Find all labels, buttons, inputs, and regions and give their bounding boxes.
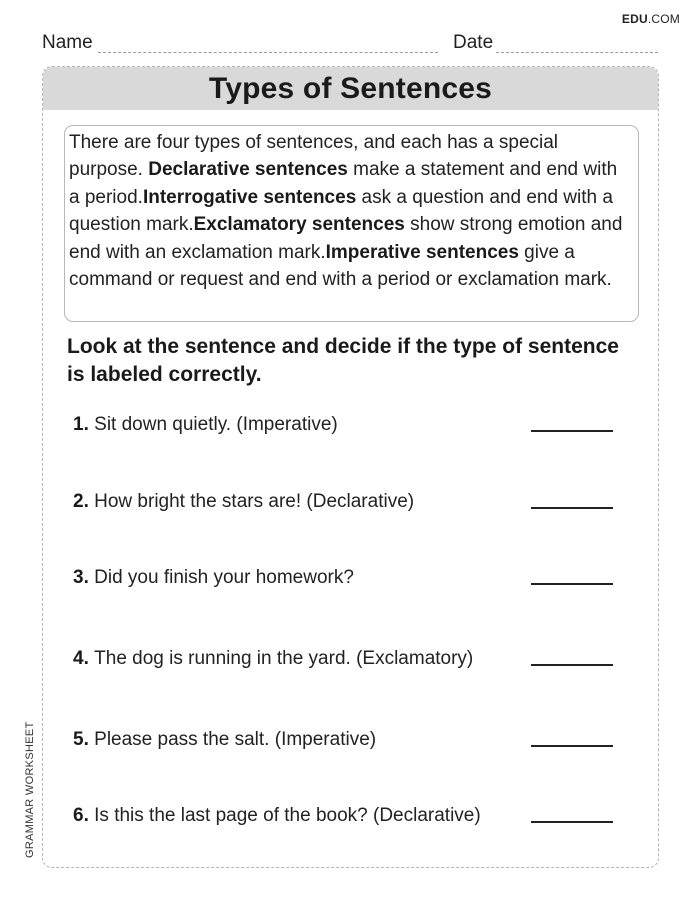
intro-text-1: There are four types of sentences, and each has a special purpose. (69, 132, 559, 181)
question-text: The dog is running in the yard. (Exclamatory) (94, 648, 474, 669)
intro-text-2: make a statement and end with a period. (69, 159, 618, 208)
title-bar (43, 67, 658, 110)
question-item (73, 648, 618, 670)
question-number: 1. (73, 414, 89, 435)
date-line (496, 52, 658, 53)
intro-term-declarative: Declarative sentences (148, 159, 348, 181)
question-text: Did you finish your homework? (94, 567, 354, 588)
question-item (73, 805, 618, 827)
intro-text-5: give a command or request and end with a period or exclamation mark. (69, 241, 612, 291)
question-text: Please pass the salt. (Imperative) (94, 729, 377, 750)
intro-term-exclamatory: Exclamatory sentences (193, 214, 405, 236)
question-item (73, 491, 618, 513)
answer-blank[interactable] (531, 507, 613, 509)
intro-text-4: show strong emotion and end with an exclamation mark. (69, 214, 623, 263)
brand-suffix: .COM (647, 12, 680, 26)
worksheet-card (42, 66, 659, 868)
side-label: GRAMMAR WORKSHEET (24, 721, 36, 858)
question-item (73, 729, 618, 751)
answer-blank[interactable] (531, 664, 613, 666)
answer-blank[interactable] (531, 745, 613, 747)
answer-blank[interactable] (531, 821, 613, 823)
question-number: 5. (73, 729, 89, 750)
intro-text-3: ask a question and end with a question mark. (69, 186, 613, 236)
answer-blank[interactable] (531, 430, 613, 432)
answer-blank[interactable] (531, 583, 613, 585)
question-text: Is this the last page of the book? (Declarative) (94, 805, 481, 826)
intro-term-interrogative: Interrogative sentences (142, 186, 357, 208)
intro-term-imperative: Imperative sentences (325, 241, 519, 263)
question-item (73, 567, 618, 589)
question-number: 4. (73, 648, 89, 669)
question-text: Sit down quietly. (Imperative) (94, 414, 338, 435)
question-number: 2. (73, 491, 89, 512)
page-title: Types of Sentences (208, 71, 493, 105)
name-label: Name (42, 32, 93, 53)
question-number: 3. (73, 567, 89, 588)
intro-box (64, 125, 639, 322)
date-label: Date (453, 32, 494, 53)
instructions: Look at the sentence and decide if the type of sentence is labeled correctly. (67, 335, 619, 386)
question-text: How bright the stars are! (Declarative) (94, 491, 415, 512)
question-number: 6. (73, 805, 89, 826)
name-line (98, 52, 438, 53)
brand-main: EDU (621, 12, 648, 26)
question-item (73, 414, 618, 436)
brand-logo (622, 12, 680, 26)
